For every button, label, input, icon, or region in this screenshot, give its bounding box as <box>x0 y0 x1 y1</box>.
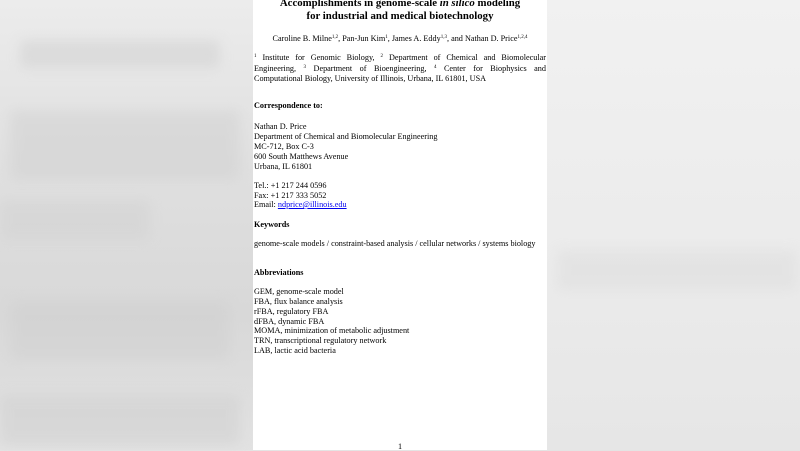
correspondence-line: 600 South Matthews Avenue <box>254 152 349 161</box>
author-superscript: 1 <box>385 35 388 40</box>
abbreviation-item: LAB, lactic acid bacteria <box>254 346 336 355</box>
email-line <box>254 200 347 210</box>
affiliation-superscript: 4 <box>433 65 437 70</box>
correspondence-line: Urbana, IL 61801 <box>254 162 313 171</box>
author-separator: , and <box>446 34 465 43</box>
affiliation-text: Department of Chemical and Biomolecular <box>383 53 546 62</box>
author-name: James A. Eddy <box>391 34 441 43</box>
email-link[interactable]: ndprice@illinois.edu <box>277 200 347 209</box>
affiliation-superscript: 1 <box>254 54 257 59</box>
author-superscript: 1,2,4 <box>517 35 528 40</box>
affiliation-text: Department of Bioengineering, <box>306 64 434 73</box>
affiliation-line-3: Computational Biology, University of Illinois, Urbana, IL 61801, USA <box>254 74 487 83</box>
author-name: Nathan D. Price <box>464 34 518 43</box>
affiliation-superscript: 3 <box>303 65 307 70</box>
affiliation-text: Engineering, <box>254 64 304 73</box>
affiliation-text: Institute for Genomic Biology, <box>256 53 381 62</box>
keywords-heading: Keywords <box>254 220 290 229</box>
author-name: Pan-Jun Kim <box>342 34 386 43</box>
correspondence-line: MC-712, Box C-3 <box>254 142 314 151</box>
correspondence-heading: Correspondence to: <box>254 101 323 110</box>
title-text-1: Accomplishments in genome-scale <box>279 0 440 9</box>
paper-title <box>253 0 547 23</box>
correspondence-line: Department of Chemical and Biomolecular Engineering <box>254 132 438 141</box>
email-label: Email: <box>254 200 278 209</box>
title-line-2: for industrial and medical biotechnology <box>306 10 494 22</box>
fax-line: Fax: +1 217 333 5052 <box>254 191 327 200</box>
abbreviation-item: rFBA, regulatory FBA <box>254 307 329 316</box>
keywords-text: genome-scale models / constraint-based analysis / cellular networks / systems biology <box>254 239 536 248</box>
abbreviation-item: FBA, flux balance analysis <box>254 297 343 306</box>
page-number: 1 <box>397 442 403 451</box>
abbreviation-item: dFBA, dynamic FBA <box>254 317 325 326</box>
abbreviation-item: TRN, transcriptional regulatory network <box>254 336 387 345</box>
author-name: Caroline B. Milne <box>272 34 332 43</box>
author-superscript: 1,3 <box>440 35 447 40</box>
author-separator: , <box>338 34 343 43</box>
affiliation-superscript: 2 <box>380 54 384 59</box>
blurred-background-right <box>547 0 800 450</box>
abbreviation-item: GEM, genome-scale model <box>254 287 344 296</box>
abbreviation-item: MOMA, minimization of metabolic adjustment <box>254 326 410 335</box>
document-page <box>253 0 547 450</box>
title-italic: in silico <box>439 0 475 9</box>
author-list <box>253 34 547 43</box>
correspondence-line: Nathan D. Price <box>254 122 307 131</box>
author-separator: , <box>387 34 392 43</box>
affiliation-line-1 <box>254 52 546 64</box>
telephone-line: Tel.: +1 217 244 0596 <box>254 181 327 190</box>
abbreviations-heading: Abbreviations <box>254 268 304 277</box>
author-superscript: 1,2 <box>331 35 339 40</box>
blurred-background-left <box>0 0 253 450</box>
affiliation-text: Center for Biophysics and <box>436 64 546 73</box>
title-text-2: modeling <box>474 0 521 9</box>
